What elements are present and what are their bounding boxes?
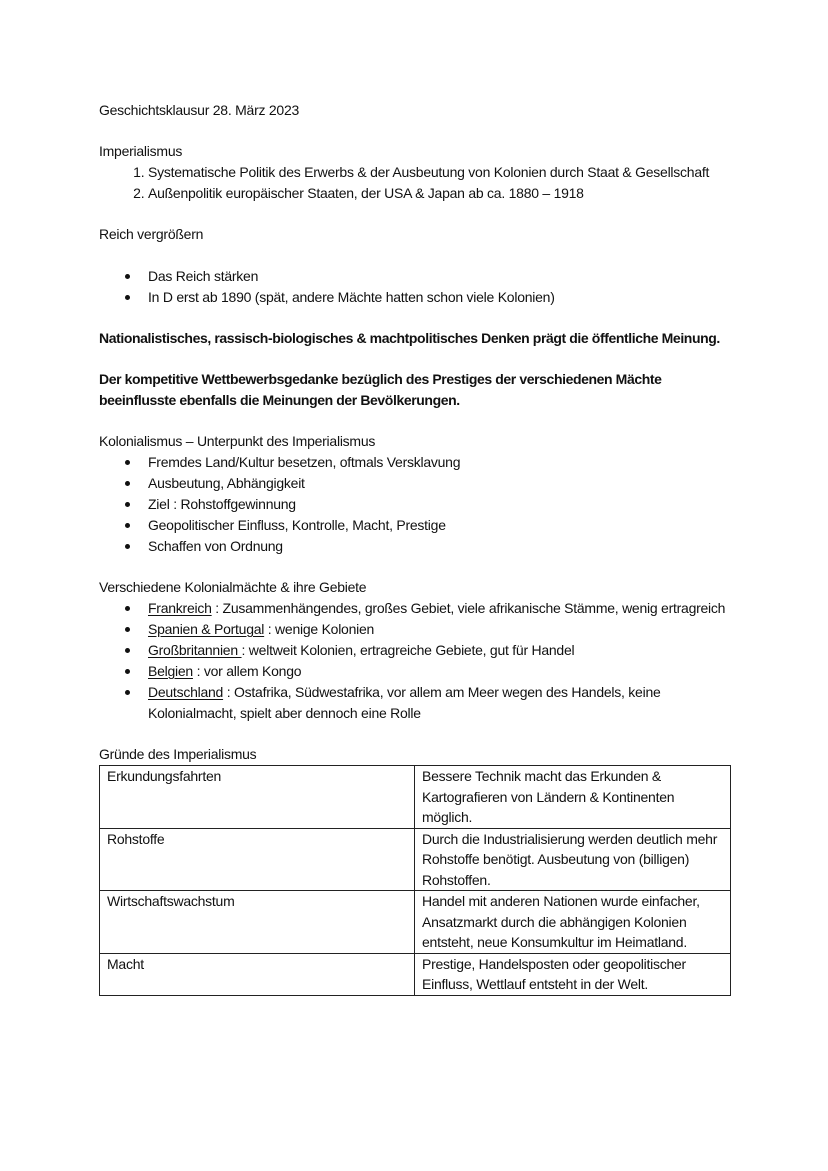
kolonialismus-list [99,452,731,557]
list-item: Geopolitischer Einfluss, Kontrolle, Macht, Prestige [148,515,731,536]
bold-paragraph: Nationalistisches, rassisch-biologisches & machtpolitisches Denken prägt die öffentliche Meinung. [99,330,720,346]
list-item: In D erst ab 1890 (spät, andere Mächte hatten schon viele Kolonien) [148,287,731,308]
table-cell: Bessere Technik macht das Erkunden & Kartografieren von Ländern & Kontinenten möglich. [415,766,731,829]
maechte-heading: Verschiedene Kolonialmächte & ihre Gebiete [99,579,367,595]
list-item [148,682,731,724]
bold-paragraph: Der kompetitive Wettbewerbsgedanke bezüglich des Prestiges der verschiedenen Mächte beeinflusste ebenfalls die Meinungen der Bevölkerungen. [99,371,662,408]
country-name: Großbritannien [148,642,242,658]
table-cell: Rohstoffe [100,828,415,891]
document-title: Geschichtsklausur 28. März 2023 [99,102,300,118]
table-cell: Erkundungsfahrten [100,766,415,829]
country-name: Deutschland [148,684,224,700]
imperialismus-heading: Imperialismus [99,143,183,159]
table-row [100,891,731,954]
table-row [100,766,731,829]
list-item: Fremdes Land/Kultur besetzen, oftmals Versklavung [148,452,731,473]
maechte-list [99,598,731,724]
table-row [100,953,731,995]
table-cell: Prestige, Handelsposten oder geopolitischer Einfluss, Wettlauf entsteht in der Welt. [415,953,731,995]
table-row [100,828,731,891]
list-item: Ziel : Rohstoffgewinnung [148,494,731,515]
reich-list [99,266,731,308]
country-text: : Zusammenhängendes, großes Gebiet, viele afrikanische Stämme, wenig ertragreich [211,600,726,616]
list-item [148,640,731,661]
kolonialismus-heading: Kolonialismus – Unterpunkt des Imperialismus [99,433,376,449]
country-text: : wenige Kolonien [264,621,375,637]
reich-heading: Reich vergrößern [99,226,204,242]
country-text: : Ostafrika, Südwestafrika, vor allem am Meer wegen des Handels, keine Kolonialmacht, spielt aber dennoch eine Rolle [148,684,661,721]
table-cell: Macht [100,953,415,995]
table-cell: Handel mit anderen Nationen wurde einfacher, Ansatzmarkt durch die abhängigen Kolonien entsteht, neue Konsumkultur im Heimatland. [415,891,731,954]
list-item [148,598,731,619]
table-cell: Wirtschaftswachstum [100,891,415,954]
list-item: 2. Außenpolitik europäischer Staaten, der USA & Japan ab ca. 1880 – 1918 [148,183,731,204]
list-item: 1. Systematische Politik des Erwerbs & der Ausbeutung von Kolonien durch Staat & Gesellschaft [148,162,731,183]
country-text: : weltweit Kolonien, ertragreiche Gebiete, gut für Handel [241,642,575,658]
country-name: Spanien & Portugal [148,621,265,637]
country-name: Frankreich [148,600,212,616]
gruende-heading: Gründe des Imperialismus [99,746,257,762]
document-page [99,100,731,996]
table-cell: Durch die Industrialisierung werden deutlich mehr Rohstoffe benötigt. Ausbeutung von (billigen) Rohstoffen. [415,828,731,891]
country-text: : vor allem Kongo [192,663,302,679]
list-item: Ausbeutung, Abhängigkeit [148,473,731,494]
country-name: Belgien [148,663,193,679]
gruende-table [99,765,731,996]
list-item: Schaffen von Ordnung [148,536,731,557]
list-item [148,619,731,640]
list-item: Das Reich stärken [148,266,731,287]
imperialismus-list [99,162,731,204]
list-item [148,661,731,682]
